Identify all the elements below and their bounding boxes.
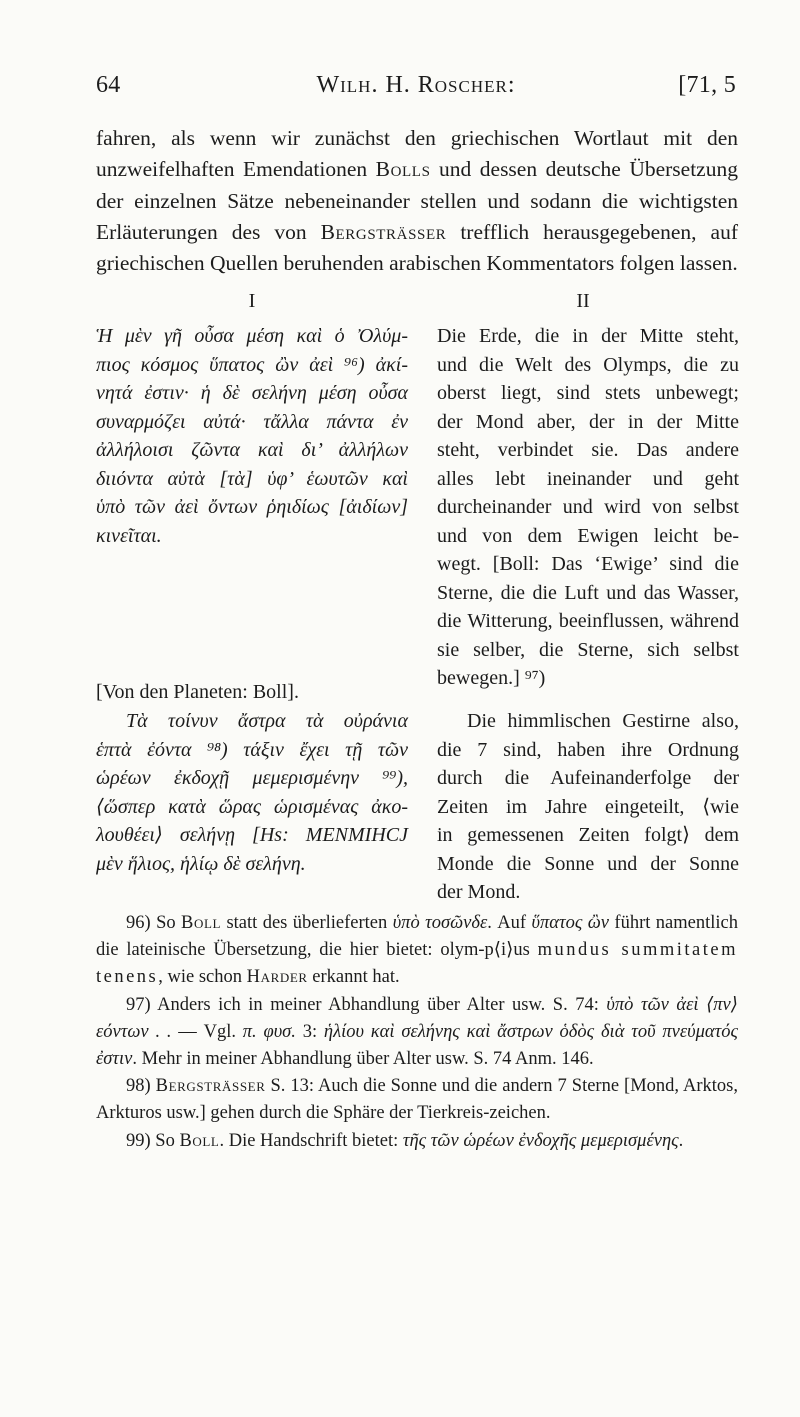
- column-number-german: II: [576, 290, 590, 312]
- greek-text-block-1: [96, 322, 408, 550]
- german-line: bewegen.] ⁹⁷): [437, 667, 546, 689]
- footnote-97: [96, 992, 738, 1074]
- intro-text: fahren, als wenn wir zunächst den griechischen Wortlaut mit den unzweifelhaften Emendationen: [96, 126, 738, 182]
- german-line: die 7 sind, haben ihre Ordnung: [437, 738, 739, 761]
- german-line: und die Welt des Olymps, die zu: [437, 353, 739, 376]
- greek-quote: π. φυσ.: [242, 1021, 296, 1042]
- greek-line: συναρμόζει αὐτά· τἄλλα πάντα ἐν: [96, 410, 408, 433]
- footnote-99: [96, 1128, 738, 1155]
- footnote-96: [96, 910, 738, 992]
- german-line: in gemessenen Zeiten folgt⟩ dem: [437, 824, 739, 846]
- footnote-text: 97) Anders ich in meiner Abhandlung über Alter usw. S. 74:: [126, 994, 607, 1015]
- greek-quote: ὑπὸ τοσῶνδε: [392, 913, 488, 933]
- name-bergstraesser: Bergsträsser: [155, 1076, 266, 1097]
- german-translation-block-1: [437, 322, 739, 693]
- greek-line: πιος κόσμος ὕπατος ὢν ἀεὶ ⁹⁶) ἀκί-: [96, 353, 408, 376]
- footnote-text: . Die Handschrift bietet:: [219, 1130, 403, 1151]
- german-line: Sterne, die die Luft und das Wasser,: [437, 581, 739, 604]
- greek-line: ὡρέων ἐκδοχῇ μεμερισμένην ⁹⁹),: [96, 767, 408, 789]
- greek-line: ⟨ὥσπερ κατὰ ὥρας ὡρισμένας ἀκο-: [96, 795, 408, 818]
- intro-paragraph: [96, 123, 738, 279]
- footnote-text: , wie schon: [158, 967, 247, 988]
- greek-line: διιόντα αὐτὰ [τὰ] ὑφ’ ἑωυτῶν καὶ: [96, 467, 408, 490]
- greek-quote: ἡλίου καὶ σελήνης καὶ ἄστρων ὁδὸς διὰ τοῦ πνεύματός ἐστιν: [96, 1021, 738, 1070]
- footnote-text: — Vgl.: [171, 1021, 243, 1042]
- intro-text: und dessen deutsche Übersetzung der einzelnen Sätze nebeneinander stellen und sodann die wichtigsten Erläuterungen des von: [96, 157, 738, 244]
- german-translation-block-2: [437, 707, 739, 907]
- running-head: [96, 72, 736, 108]
- footnote-text: S. 13: Auch die Sonne und die andern 7 Sterne [Mond, Arktos, Arkturos usw.] gehen durch die Sphäre der Tierkreis-zeichen.: [96, 1076, 738, 1124]
- intro-text: trefflich herausgegebenen, auf griechischen Quellen beruhenden arabischen Kommentators folgen lassen.: [96, 219, 738, 276]
- footnote-text: 96) So: [126, 913, 182, 933]
- footnote-text: führt namentlich die lateinische Übersetzung, die hier bietet: olym-p⟨i⟩us: [96, 913, 738, 961]
- planet-section-heading: [Von den Planeten: Boll].: [96, 681, 299, 703]
- name-boll: Bolls: [375, 157, 431, 182]
- latin-quote: mundus summitatem tenens: [96, 940, 738, 988]
- footnote-text: . Auf: [487, 913, 532, 933]
- german-line: wegt. [Boll: Das ‘Ewige’ sind die: [437, 553, 739, 575]
- greek-line: ἀλλήλοισι ζῶντα καὶ δι’ ἀλλήλων: [96, 439, 408, 461]
- german-line: Monde die Sonne und der Sonne: [437, 852, 739, 875]
- german-line: durcheinander und wird von selbst: [437, 496, 739, 518]
- greek-quote: τῆς τῶν ὡρέων ἐνδοχῆς μεμερισμένης: [402, 1130, 679, 1151]
- greek-line: μὲν ἥλιος, ἡλίῳ δὲ σελήνη.: [96, 852, 306, 875]
- name-boll: Boll: [179, 1130, 220, 1151]
- footnote-text: statt des überlieferten: [221, 913, 393, 933]
- greek-line: ἑπτὰ ἐόντα ⁹⁸) τάξιν ἔχει τῇ τῶν: [96, 738, 408, 761]
- greek-text-block-2: [96, 707, 408, 878]
- greek-line: νητά ἐστιν· ἡ δὲ σελήνη μέση οὖσα: [96, 382, 408, 404]
- greek-quote: ὕπατος ὢν: [531, 913, 610, 933]
- greek-quote: ὑπὸ τῶν ἀεὶ ⟨πν⟩εόντων . .: [96, 994, 738, 1042]
- german-line: sie selber, die Sterne, sich selbst: [437, 638, 739, 661]
- footnote-text: 98): [126, 1076, 156, 1097]
- german-line: der Mond aber, der in der Mitte: [437, 410, 739, 433]
- greek-line: ὑπὸ τῶν ἀεὶ ὄντων ῥηιδίως [ἀιδίων]: [96, 496, 408, 518]
- german-line: oberst liegt, sind stets unbewegt;: [437, 382, 739, 404]
- footnote-text: 3:: [295, 1021, 324, 1042]
- footnote-text: . Mehr in meiner Abhandlung über Alter usw. S. 74 Anm. 146.: [132, 1049, 594, 1070]
- running-head-author: Wilh. H. Roscher:: [316, 72, 516, 98]
- section-reference: [71, 5: [678, 72, 736, 98]
- name-bergstraesser: Bergsträsser: [320, 219, 447, 244]
- german-line: Zeiten im Jahre eingeteilt, ⟨wie: [437, 795, 739, 818]
- footnote-text: .: [678, 1130, 684, 1151]
- footnotes: [96, 910, 738, 1155]
- footnote-text: erkannt hat.: [307, 967, 400, 988]
- german-line: Die Erde, die in der Mitte steht,: [437, 325, 739, 347]
- german-line: die Witterung, beeinflussen, während: [437, 610, 739, 632]
- name-harder: Harder: [246, 967, 308, 988]
- greek-line: κινεῖται.: [96, 524, 162, 547]
- german-line: alles lebt ineinander und geht: [437, 467, 739, 490]
- footnote-98: [96, 1073, 738, 1127]
- page-number: 64: [96, 72, 121, 98]
- german-line: und von dem Ewigen leicht be-: [437, 524, 739, 547]
- footnote-text: 99) So: [126, 1130, 180, 1151]
- greek-line: Ἡ μὲν γῆ οὖσα μέση καὶ ὁ Ὀλύμ-: [96, 325, 408, 347]
- german-line: steht, verbindet sie. Das andere: [437, 439, 739, 461]
- greek-line: λουθέει⟩ σελήνῃ [Hs: MENMIHCJ: [96, 824, 408, 846]
- greek-line: Τὰ τοίνυν ἄστρα τὰ οὐράνια: [126, 710, 408, 732]
- german-line: durch die Aufeinanderfolge der: [437, 767, 739, 789]
- german-line: Die himmlischen Gestirne also,: [467, 710, 739, 732]
- column-number-greek: I: [248, 290, 256, 312]
- german-line: der Mond.: [437, 881, 521, 903]
- name-boll: Boll: [181, 913, 222, 933]
